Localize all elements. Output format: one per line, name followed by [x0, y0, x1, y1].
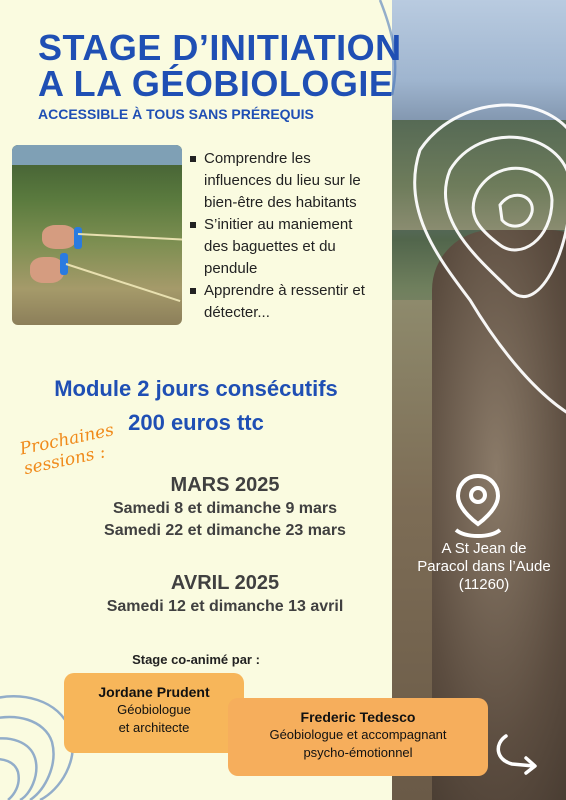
session-april [60, 570, 390, 618]
curved-arrow-icon [492, 730, 544, 776]
animator-role: Géobiologue et accompagnant [269, 727, 447, 742]
dowsing-photo [12, 145, 182, 325]
list-item: Apprendre à ressentir et détecter... [188, 280, 378, 324]
session-date: Samedi 8 et dimanche 9 mars [112, 500, 338, 517]
list-item: Comprendre les influences du lieu sur le bien-être des habitants [188, 148, 378, 214]
next-sessions-label: Prochaines sessions : [18, 420, 116, 480]
animator-name: Jordane Prudent [98, 684, 210, 700]
module-info [0, 372, 392, 440]
title-line-1: STAGE D’INITIATION [38, 27, 402, 68]
module-price: 200 euros ttc [128, 410, 264, 435]
title-line-2: A LA GÉOBIOLOGIE [38, 63, 394, 104]
subtitle: ACCESSIBLE À TOUS SANS PRÉREQUIS [38, 106, 314, 122]
animator-name: Frederic Tedesco [300, 709, 416, 725]
module-duration: Module 2 jours consécutifs [54, 376, 338, 401]
animator-role: et architecte [118, 720, 190, 735]
session-month: AVRIL 2025 [170, 572, 280, 594]
session-march [60, 472, 390, 542]
location-text: A St Jean de Paracol dans l’Aude (11260) [417, 540, 551, 593]
session-date: Samedi 22 et dimanche 23 mars [104, 522, 346, 539]
animator-role: Géobiologue [117, 702, 191, 717]
session-date: Samedi 12 et dimanche 13 avril [106, 598, 344, 615]
animator-role: psycho-émotionnel [303, 745, 413, 760]
landscape-photo [392, 0, 566, 800]
session-month: MARS 2025 [170, 474, 280, 496]
animator-card-frederic [228, 698, 488, 776]
list-item: S’initier au maniement des baguettes et du pendule [188, 214, 378, 280]
objectives-list [188, 148, 378, 324]
location-pin-icon [452, 472, 504, 540]
animator-card-jordane [64, 673, 244, 753]
co-animated-label: Stage co-animé par : [132, 652, 260, 667]
page-title [38, 27, 538, 104]
